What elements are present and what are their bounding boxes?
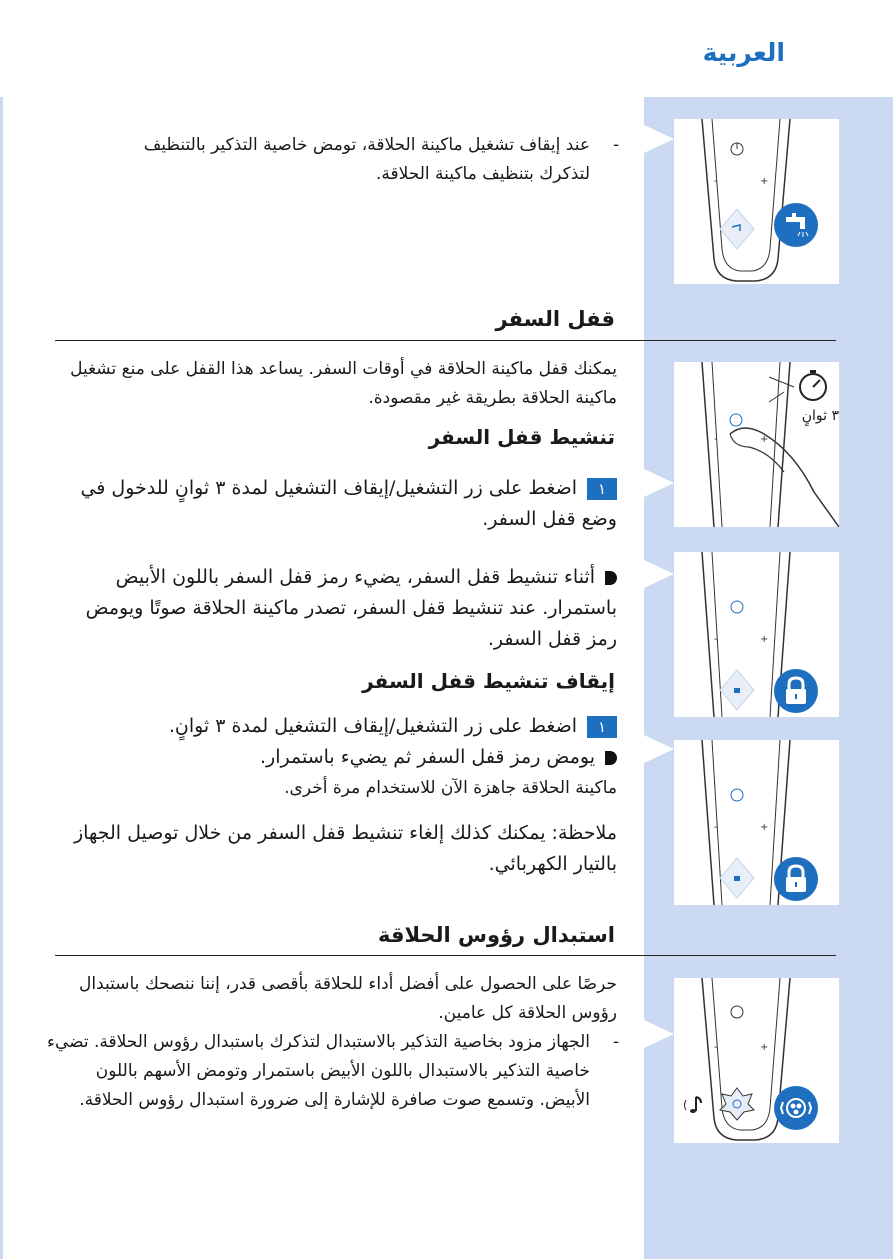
replace-heads-intro: حرصًا على الحصول على أفضل أداء للحلاقة بأقصى قدر، إننا ننصحك باستبدال رؤوس الحلاقة كل عامين.: [79, 974, 617, 1023]
step-number-badge: ١: [587, 478, 617, 500]
left-edge-band: [0, 97, 3, 1259]
figure-pointer: [644, 125, 674, 153]
dash-marker: -: [613, 135, 620, 155]
section-title-replace-heads: استبدال رؤوس الحلاقة: [378, 923, 615, 947]
section-rule: [55, 340, 836, 341]
dash-marker: -: [613, 1032, 620, 1052]
section-title-travel-lock: قفل السفر: [495, 307, 615, 331]
ready-text: ماكينة الحلاقة جاهزة الآن للاستخدام مرة أخرى.: [284, 778, 617, 798]
activate-result: [62, 562, 617, 655]
stopwatch-icon: [796, 368, 830, 402]
svg-text:-: -: [714, 822, 718, 833]
svg-text:+: +: [760, 176, 769, 187]
tap-icon: [774, 203, 818, 247]
figure-pointer: [644, 735, 674, 763]
deactivate-result: [100, 742, 617, 773]
step-text: اضغط على زر التشغيل/إيقاف التشغيل لمدة ٣ ثوانٍ للدخول في وضع قفل السفر.: [80, 477, 617, 530]
sound-icon: [682, 1092, 708, 1118]
svg-text:-: -: [714, 434, 718, 445]
figure-lock-off: [674, 740, 839, 905]
travel-lock-note: ملاحظة: يمكنك كذلك إلغاء تنشيط قفل السفر من خلال توصيل الجهاز بالتيار الكهربائي.: [74, 822, 617, 875]
figure-pointer: [644, 1020, 674, 1048]
step-number-badge: ١: [587, 716, 617, 738]
svg-text:+: +: [760, 1042, 769, 1053]
language-heading: العربية: [702, 38, 785, 67]
svg-text:+: +: [760, 822, 769, 833]
svg-text:-: -: [714, 176, 718, 187]
result-text: يومض رمز قفل السفر ثم يضيء باستمرار.: [260, 746, 595, 768]
figure-press-3-seconds: [674, 362, 839, 527]
lock-icon: [774, 669, 818, 713]
result-text: أثناء تنشيط قفل السفر، يضيء رمز قفل السفر باللون الأبيض باستمرار. عند تنشيط قفل السفر، تصدر ماكينة الحلاقة صوتًا ويومض رمز قفل السفر.: [85, 566, 617, 650]
activate-step-1: [55, 473, 617, 535]
result-bullet: [605, 751, 617, 765]
svg-text:+: +: [760, 634, 769, 645]
figure-lock-on: [674, 552, 839, 717]
svg-text:-: -: [714, 1042, 718, 1053]
svg-text:+: +: [760, 434, 769, 445]
subsection-title-deactivate: إيقاف تنشيط قفل السفر: [362, 669, 615, 693]
step-text: اضغط على زر التشغيل/إيقاف التشغيل لمدة ٣ ثوانٍ.: [168, 715, 577, 737]
figure-pointer: [644, 560, 674, 588]
replace-heads-bullet: الجهاز مزود بخاصية التذكير بالاستبدال لتذكرك باستبدال رؤوس الحلاقة. تضيء خاصية التذكير بالاستبدال باللون الأبيض باستمرار وتومض الأسهم باللون الأبيض. وتسمع صوت صافرة للإشارة إلى ضرورة استبدال رؤوس الحلاقة.: [46, 1032, 590, 1110]
result-bullet: [605, 571, 617, 585]
lock-icon: [774, 857, 818, 901]
travel-lock-intro: يمكنك قفل ماكينة الحلاقة في أوقات السفر. يساعد هذا القفل على منع تشغيل ماكينة الحلاقة بطريقة غير مقصودة.: [70, 359, 617, 408]
subsection-title-activate: تنشيط قفل السفر: [428, 425, 615, 449]
timer-label: ٣ ثوانٍ: [801, 408, 839, 424]
figure-pointer: [644, 469, 674, 497]
replace-heads-icon: [774, 1086, 818, 1130]
cleaning-reminder-text: عند إيقاف تشغيل ماكينة الحلاقة، تومض خاصية التذكير بالتنظيف لتذكرك بتنظيف ماكينة الحلاقة.: [143, 135, 590, 184]
figure-replace-heads: [674, 978, 839, 1143]
svg-text:-: -: [714, 634, 718, 645]
deactivate-step-1: [100, 711, 617, 742]
figure-cleaning-reminder: [674, 119, 839, 284]
section-rule: [55, 955, 836, 956]
